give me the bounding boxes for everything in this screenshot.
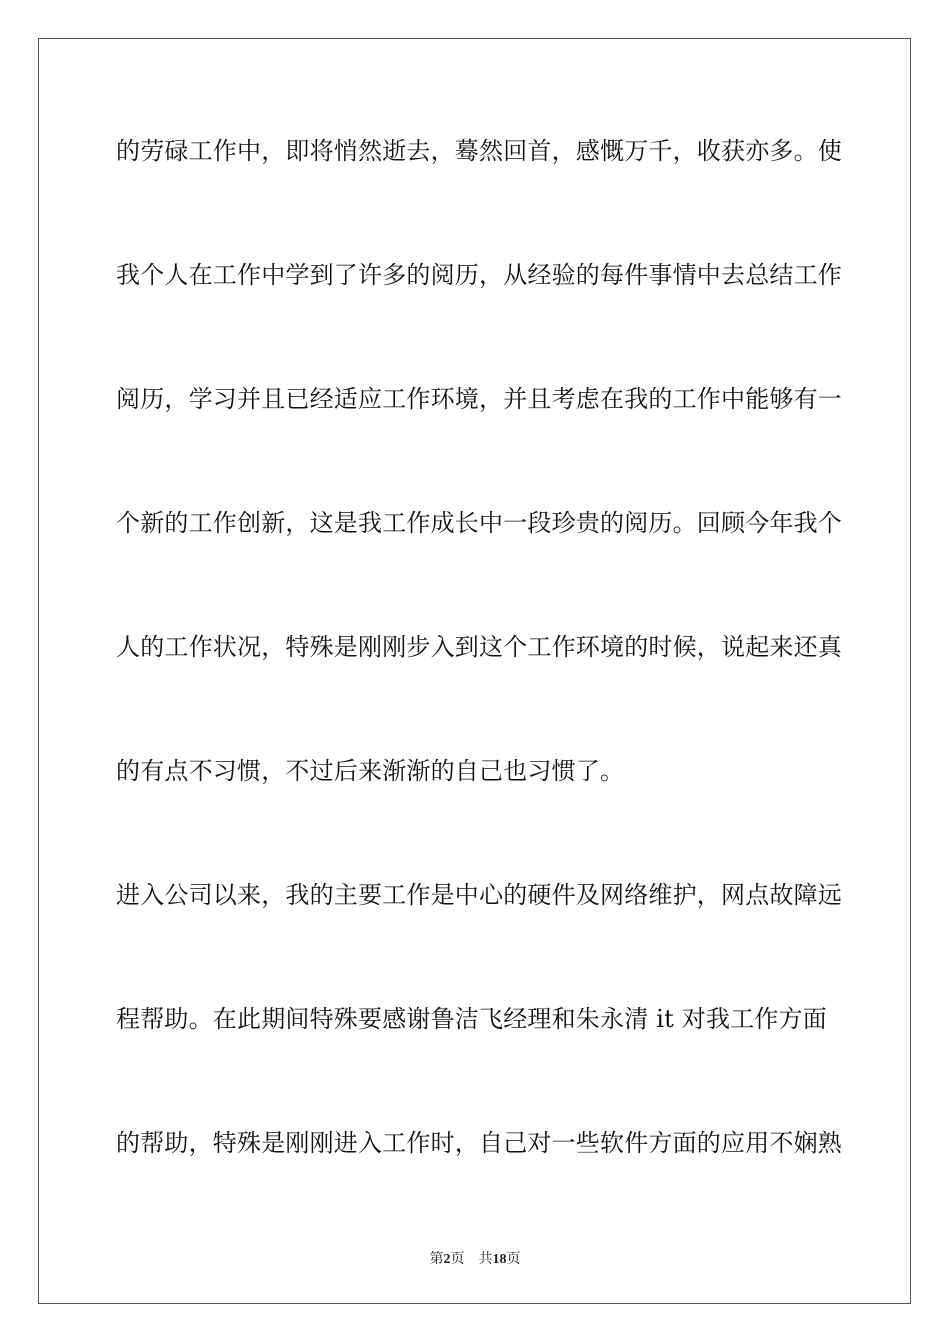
text-line-9: 的帮助，特殊是刚刚进入工作时，自己对一些软件方面的应用不娴熟 (116, 1129, 842, 1157)
text-line-5: 人的工作状况，特殊是刚刚步入到这个工作环境的时候，说起来还真 (116, 633, 842, 661)
text-line-7: 进入公司以来，我的主要工作是中心的硬件及网络维护，网点故障远 (116, 881, 842, 909)
text-line-8: 程帮助。在此期间特殊要感谢鲁洁飞经理和朱永清 it 对我工作方面 (116, 1005, 827, 1033)
page-border (38, 38, 911, 1304)
total-page-count: 18 (492, 1252, 507, 1267)
page-prefix: 第 (429, 1252, 444, 1267)
page-footer (0, 1248, 950, 1268)
total-suffix: 页 (506, 1252, 521, 1267)
text-line-1: 的劳碌工作中，即将悄然逝去，蓦然回首，感慨万千，收获亦多。使 (116, 137, 842, 165)
page-suffix: 页 (450, 1252, 465, 1267)
current-page-number: 2 (443, 1252, 451, 1267)
text-line-6: 的有点不习惯，不过后来渐渐的自己也习惯了。 (116, 757, 625, 785)
total-prefix: 共 (478, 1252, 493, 1267)
text-line-3: 阅历，学习并且已经适应工作环境，并且考虑在我的工作中能够有一 (116, 385, 842, 413)
text-line-2: 我个人在工作中学到了许多的阅历，从经验的每件事情中去总结工作 (116, 261, 842, 289)
text-line-4: 个新的工作创新，这是我工作成长中一段珍贵的阅历。回顾今年我个 (116, 509, 842, 537)
